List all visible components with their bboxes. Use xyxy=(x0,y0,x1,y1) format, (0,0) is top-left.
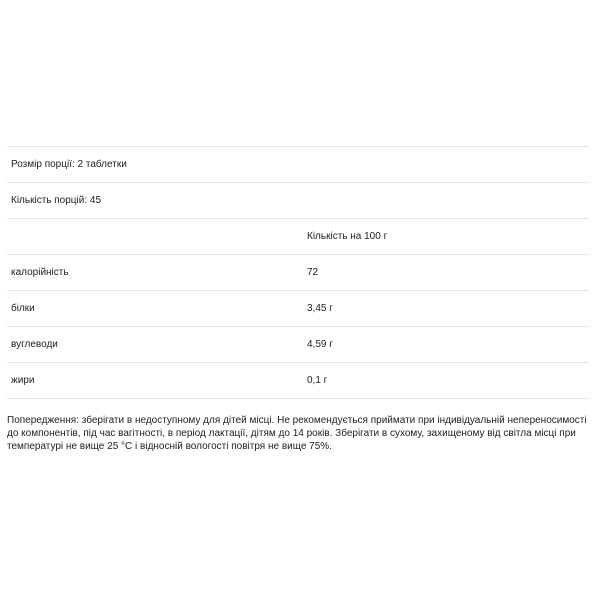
table-row-fat xyxy=(7,363,589,399)
serving-size-row xyxy=(7,147,589,183)
servings-count-row xyxy=(7,183,589,219)
table-row-carbs xyxy=(7,327,589,363)
nutrient-name: вуглеводи xyxy=(11,339,58,350)
nutrition-table xyxy=(7,146,589,399)
nutrient-name: калорійність xyxy=(11,267,69,278)
table-header-row xyxy=(7,219,589,255)
serving-size-text: Розмір порції: 2 таблетки xyxy=(11,159,127,170)
warning-text: Попередження: зберігати в недоступному для дітей місці. Не рекомендується приймати при індивідуальній непереносимості до компонентів, під час вагітності, в період лактації, дітям до 14 років. Зберігати в сухому, захищеному від світла місці при температурі не вище 25 °C і відносній вологості повітря не вище 75%. xyxy=(7,415,587,452)
nutrient-value: 0,1 г xyxy=(307,375,328,386)
amount-column-header: Кількість на 100 г xyxy=(307,231,388,242)
nutrient-value: 72 xyxy=(307,267,319,278)
table-row-calories xyxy=(7,255,589,291)
nutrient-name: жири xyxy=(11,375,35,386)
nutrient-name: білки xyxy=(11,303,35,314)
table-row-protein xyxy=(7,291,589,327)
nutrient-value: 4,59 г xyxy=(307,339,333,350)
servings-count-text: Кількість порцій: 45 xyxy=(11,195,102,206)
nutrient-value: 3,45 г xyxy=(307,303,333,314)
